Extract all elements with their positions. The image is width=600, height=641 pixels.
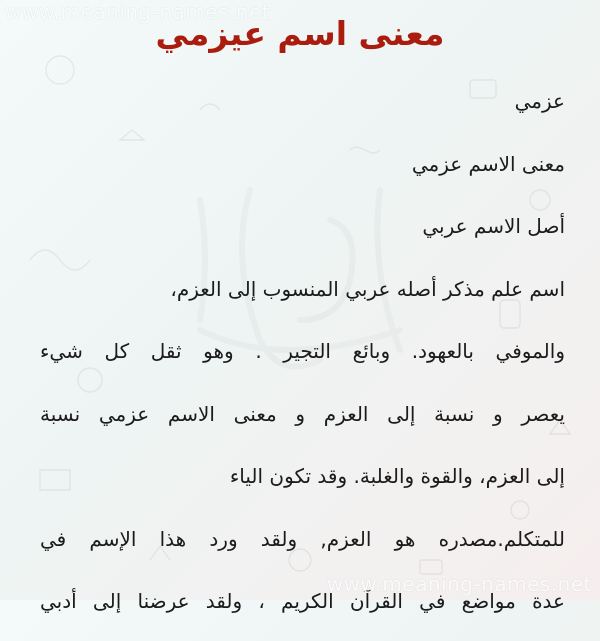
name-line: عزمي (514, 89, 565, 113)
site-watermark-top: www.meaning-names.net (5, 0, 271, 24)
name-meaning-text (40, 78, 565, 641)
page-title: معنى اسم عيزمي (155, 14, 445, 53)
description-line-2: والموفي بالعهود. وبائع التجير . وهو ثقل كل شيء (40, 339, 565, 363)
description-line-6: عدة مواضع في القرآن الكريم ، ولقد عرضنا إلى أدبي (40, 589, 565, 613)
name-origin-line: أصل الاسم عربي (422, 214, 565, 238)
description-line-5: للمتكلم.مصدره هو العزم, ولقد ورد هذا الإسم في (40, 526, 565, 551)
description-line-1: اسم علم مذكر أصله عربي المنسوب إلى العزم، (170, 276, 565, 301)
description-line-4: إلى العزم، والقوة والغلبة. وقد تكون الياء (229, 464, 565, 488)
name-meaning-heading: معنى الاسم عزمي (411, 151, 565, 176)
description-line-3: يعصر و نسبة إلى العزم و معنى الاسم عزمي نسبة (40, 401, 565, 426)
site-watermark-bottom: www.meaning-names.net (326, 572, 592, 596)
